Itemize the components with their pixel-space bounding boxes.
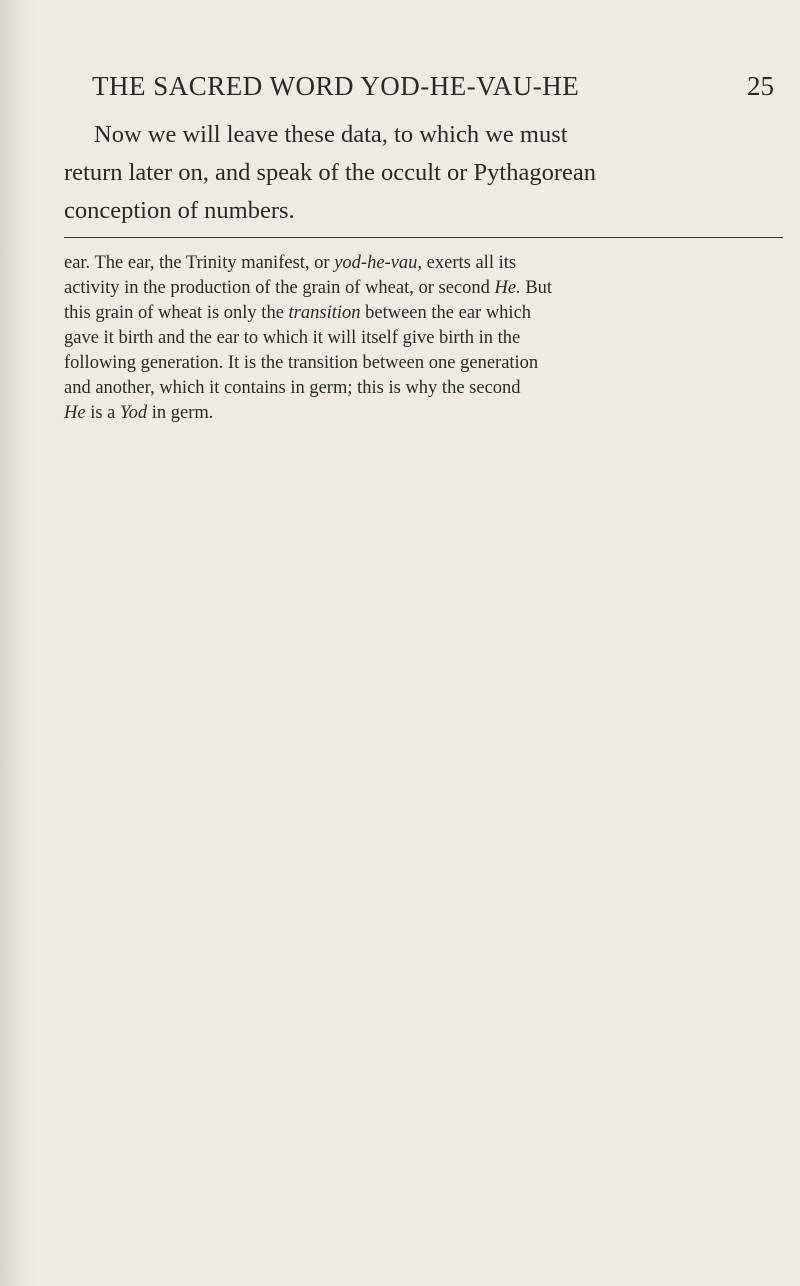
footnote-text: this grain of wheat is only the xyxy=(64,303,289,323)
page-number: 25 xyxy=(747,71,774,101)
footnote-line: gave it birth and the ear to which it will itself give birth in the xyxy=(64,328,521,348)
footnote-italic-text: He xyxy=(64,403,86,423)
footnote-line: and another, which it contains in germ; this is why the second xyxy=(64,378,521,398)
footnote-line xyxy=(64,401,786,426)
footnote-italic-text: yod-he-vau, xyxy=(334,253,423,273)
main-line: return later on, and speak of the occult or Pythagorean xyxy=(64,159,597,186)
footnote-text: between the ear which xyxy=(360,303,532,323)
main-line: Now we will leave these data, to which we must xyxy=(94,121,568,148)
footnote-text: activity in the production of the grain of wheat, or second xyxy=(64,278,495,298)
footnote-line: following generation. It is the transition between one generation xyxy=(64,353,539,373)
footnote-line xyxy=(64,276,786,301)
footnote-separator-rule xyxy=(64,237,783,238)
footnote-text: in germ. xyxy=(147,403,214,423)
footnote-text: exerts all its xyxy=(422,253,517,273)
footnote-line xyxy=(64,301,786,326)
footnote-text: ear. The ear, the Trinity manifest, or xyxy=(64,253,335,273)
footnote-italic-text: He. xyxy=(494,278,521,298)
footnote-text: But xyxy=(520,278,553,298)
footnote-line xyxy=(64,251,786,276)
main-paragraph xyxy=(64,116,784,230)
footnote-text: is a xyxy=(85,403,121,423)
running-head xyxy=(92,68,782,108)
footnote xyxy=(64,251,786,426)
footnote-italic-text: transition xyxy=(288,303,361,323)
footnote-italic-text: Yod xyxy=(120,403,148,423)
main-line: conception of numbers. xyxy=(64,197,295,224)
running-title: THE SACRED WORD YOD-HE-VAU-HE xyxy=(92,71,580,101)
